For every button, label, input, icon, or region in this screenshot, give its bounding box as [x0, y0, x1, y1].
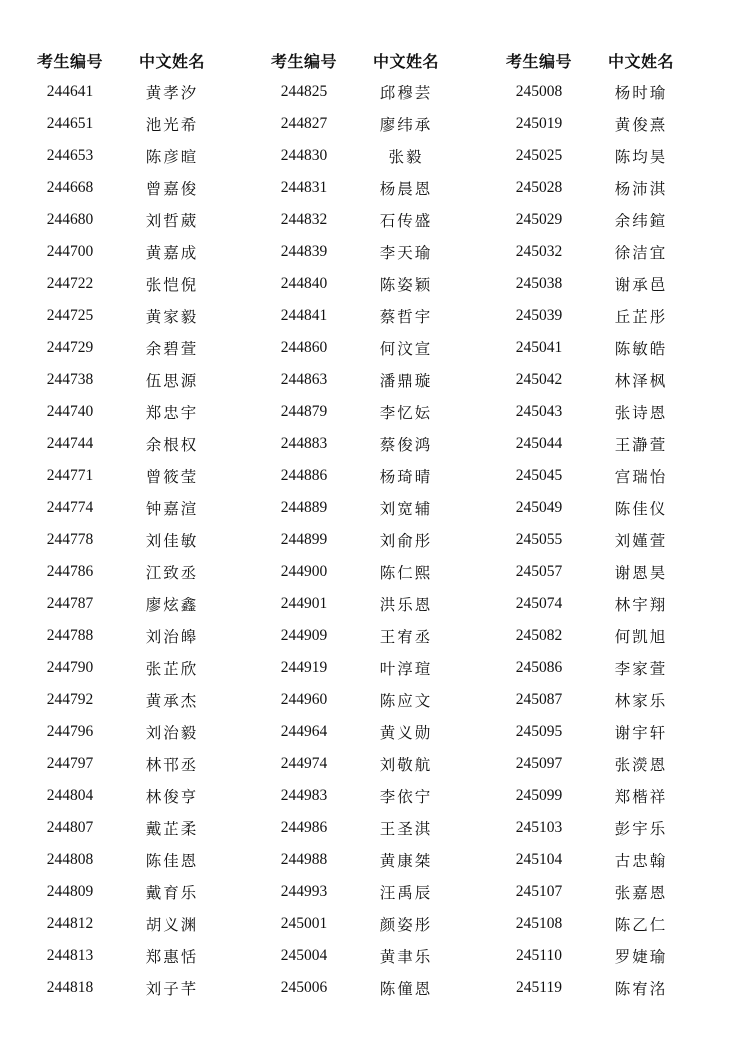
header-chinese-name: 中文姓名	[138, 53, 205, 71]
exam-number-cell: 245039	[515, 307, 563, 324]
table-row	[252, 428, 456, 460]
exam-number-cell: 244825	[280, 83, 328, 100]
chinese-name-cell: 林宇翔	[614, 597, 668, 614]
header-exam-number: 考生编号	[36, 53, 103, 71]
table-row	[18, 812, 222, 844]
chinese-name-cell: 谢承邑	[614, 277, 668, 294]
table-row	[487, 204, 691, 236]
chinese-name-cell: 汪禹辰	[379, 885, 433, 902]
table-row	[487, 908, 691, 940]
table-row	[487, 460, 691, 492]
exam-number-cell: 245028	[515, 179, 563, 196]
table-row	[252, 268, 456, 300]
exam-number-cell: 245097	[515, 755, 563, 772]
exam-number-cell: 244729	[46, 339, 94, 356]
chinese-name-cell: 林邗丞	[145, 757, 199, 774]
table-row	[252, 524, 456, 556]
exam-number-cell: 245049	[515, 499, 563, 516]
table-row	[18, 652, 222, 684]
chinese-name-cell: 杨沛淇	[614, 181, 668, 198]
chinese-name-cell: 宫瑞怡	[614, 469, 668, 486]
exam-number-cell: 244790	[46, 659, 94, 676]
chinese-name-cell: 李天瑜	[379, 245, 433, 262]
exam-number-cell: 245087	[515, 691, 563, 708]
table-row	[18, 108, 222, 140]
chinese-name-cell: 王圣淇	[379, 821, 433, 838]
chinese-name-cell: 丘芷彤	[614, 309, 668, 326]
exam-number-cell: 245108	[515, 915, 563, 932]
chinese-name-cell: 池光希	[145, 117, 199, 134]
table-row	[252, 620, 456, 652]
chinese-name-cell: 黄康桀	[379, 853, 433, 870]
exam-number-cell: 244786	[46, 563, 94, 580]
header-exam-number: 考生编号	[270, 53, 337, 71]
chinese-name-cell: 伍思源	[145, 373, 199, 390]
table-row	[18, 396, 222, 428]
chinese-name-cell: 郑楷祥	[614, 789, 668, 806]
table-row	[18, 716, 222, 748]
chinese-name-cell: 黄义勋	[379, 725, 433, 742]
chinese-name-cell: 黄俊熹	[614, 117, 668, 134]
exam-number-cell: 245107	[515, 883, 563, 900]
table-row	[487, 396, 691, 428]
chinese-name-cell: 黄聿乐	[379, 949, 433, 966]
exam-number-cell: 245008	[515, 83, 563, 100]
chinese-name-cell: 罗婕瑜	[614, 949, 668, 966]
exam-number-cell: 244641	[46, 83, 94, 100]
chinese-name-cell: 陈姿颖	[379, 277, 433, 294]
table-row	[18, 332, 222, 364]
exam-number-cell: 244788	[46, 627, 94, 644]
table-row	[252, 876, 456, 908]
table-row	[18, 588, 222, 620]
table-row	[252, 108, 456, 140]
chinese-name-cell: 何汶宣	[379, 341, 433, 358]
table-row	[487, 876, 691, 908]
table-row	[18, 268, 222, 300]
chinese-name-cell: 刘佳敏	[145, 533, 199, 550]
table-row	[252, 940, 456, 972]
table-row	[252, 364, 456, 396]
exam-number-cell: 245043	[515, 403, 563, 420]
exam-number-cell: 244797	[46, 755, 94, 772]
chinese-name-cell: 刘治皞	[145, 629, 199, 646]
table-row	[487, 428, 691, 460]
exam-number-cell: 244778	[46, 531, 94, 548]
exam-number-cell: 244886	[280, 467, 328, 484]
exam-number-cell: 244651	[46, 115, 94, 132]
table-row	[252, 172, 456, 204]
table-row	[252, 492, 456, 524]
table-row	[252, 204, 456, 236]
header-chinese-name: 中文姓名	[607, 53, 674, 71]
exam-number-cell: 244812	[46, 915, 94, 932]
column-block-1	[18, 44, 222, 1004]
chinese-name-cell: 陈均昊	[614, 149, 668, 166]
table-row	[252, 396, 456, 428]
chinese-name-cell: 刘嫤萱	[614, 533, 668, 550]
chinese-name-cell: 廖炫鑫	[145, 597, 199, 614]
chinese-name-cell: 陈敏皓	[614, 341, 668, 358]
exam-number-cell: 245006	[280, 979, 328, 996]
chinese-name-cell: 李家萱	[614, 661, 668, 678]
chinese-name-cell: 胡义渊	[145, 917, 199, 934]
exam-number-cell: 244988	[280, 851, 328, 868]
chinese-name-cell: 余纬鍹	[614, 213, 668, 230]
table-row	[252, 76, 456, 108]
chinese-name-cell: 刘治毅	[145, 725, 199, 742]
chinese-name-cell: 王瀞萱	[614, 437, 668, 454]
table-row	[18, 940, 222, 972]
table-row	[252, 332, 456, 364]
exam-number-cell: 244841	[280, 307, 328, 324]
table-row	[487, 620, 691, 652]
table-row	[18, 364, 222, 396]
exam-number-cell: 244804	[46, 787, 94, 804]
exam-number-cell: 245104	[515, 851, 563, 868]
table-row	[487, 364, 691, 396]
table-row	[252, 652, 456, 684]
header-row	[18, 44, 222, 76]
table-row	[487, 108, 691, 140]
table-row	[252, 908, 456, 940]
chinese-name-cell: 陈宥洺	[614, 981, 668, 998]
chinese-name-cell: 杨晨恩	[379, 181, 433, 198]
exam-number-cell: 244889	[280, 499, 328, 516]
table-row	[487, 332, 691, 364]
table-row	[18, 492, 222, 524]
exam-number-cell: 244960	[280, 691, 328, 708]
table-row	[252, 300, 456, 332]
exam-number-cell: 244974	[280, 755, 328, 772]
chinese-name-cell: 潘鼎璇	[379, 373, 433, 390]
exam-number-cell: 244807	[46, 819, 94, 836]
chinese-name-cell: 陈仁熙	[379, 565, 433, 582]
table-row	[18, 908, 222, 940]
chinese-name-cell: 刘俞彤	[379, 533, 433, 550]
table-row	[18, 620, 222, 652]
table-row	[252, 556, 456, 588]
table-row	[487, 76, 691, 108]
chinese-name-cell: 刘敬航	[379, 757, 433, 774]
table-row	[18, 428, 222, 460]
exam-number-cell: 244900	[280, 563, 328, 580]
exam-number-cell: 245025	[515, 147, 563, 164]
chinese-name-cell: 戴芷柔	[145, 821, 199, 838]
exam-number-cell: 244738	[46, 371, 94, 388]
chinese-name-cell: 邱穆芸	[379, 85, 433, 102]
table-row	[18, 236, 222, 268]
exam-number-cell: 244993	[280, 883, 328, 900]
exam-number-cell: 244809	[46, 883, 94, 900]
table-row	[487, 172, 691, 204]
exam-number-cell: 245001	[280, 915, 328, 932]
exam-number-cell: 244860	[280, 339, 328, 356]
table-row	[18, 76, 222, 108]
table-row	[252, 812, 456, 844]
exam-number-cell: 245029	[515, 211, 563, 228]
chinese-name-cell: 郑忠宇	[145, 405, 199, 422]
exam-number-cell: 244832	[280, 211, 328, 228]
exam-number-cell: 244668	[46, 179, 94, 196]
chinese-name-cell: 余碧萱	[145, 341, 199, 358]
exam-number-cell: 244830	[280, 147, 328, 164]
chinese-name-cell: 张嘉恩	[614, 885, 668, 902]
chinese-name-cell: 林俊亨	[145, 789, 199, 806]
exam-number-cell: 244901	[280, 595, 328, 612]
exam-number-cell: 244839	[280, 243, 328, 260]
chinese-name-cell: 蔡俊鸿	[379, 437, 433, 454]
table-row	[252, 972, 456, 1004]
table-row	[487, 716, 691, 748]
exam-number-cell: 244787	[46, 595, 94, 612]
chinese-name-cell: 廖纬承	[379, 117, 433, 134]
chinese-name-cell: 蔡哲宇	[379, 309, 433, 326]
table-row	[487, 652, 691, 684]
exam-number-cell: 244744	[46, 435, 94, 452]
exam-number-cell: 245057	[515, 563, 563, 580]
exam-number-cell: 245032	[515, 243, 563, 260]
table-row	[487, 748, 691, 780]
chinese-name-cell: 叶淳瑄	[379, 661, 433, 678]
chinese-name-cell: 陈佳仪	[614, 501, 668, 518]
chinese-name-cell: 林泽枫	[614, 373, 668, 390]
exam-number-cell: 245086	[515, 659, 563, 676]
chinese-name-cell: 张芷欣	[145, 661, 199, 678]
roster-table	[487, 44, 691, 1004]
chinese-name-cell: 刘宽辅	[379, 501, 433, 518]
chinese-name-cell: 杨时瑜	[614, 85, 668, 102]
exam-number-cell: 244840	[280, 275, 328, 292]
table-row	[18, 460, 222, 492]
chinese-name-cell: 刘子芊	[145, 981, 199, 998]
table-row	[487, 524, 691, 556]
table-row	[487, 940, 691, 972]
table-row	[487, 556, 691, 588]
table-row	[252, 140, 456, 172]
roster-table	[252, 44, 456, 1004]
table-row	[252, 748, 456, 780]
table-row	[18, 876, 222, 908]
exam-number-cell: 245119	[516, 979, 562, 996]
table-row	[487, 140, 691, 172]
exam-number-cell: 245045	[515, 467, 563, 484]
table-row	[18, 748, 222, 780]
chinese-name-cell: 黄承杰	[145, 693, 199, 710]
exam-number-cell: 244700	[46, 243, 94, 260]
chinese-name-cell: 曾筱莹	[145, 469, 199, 486]
exam-number-cell: 244813	[46, 947, 94, 964]
exam-number-cell: 244986	[280, 819, 328, 836]
exam-number-cell: 245103	[515, 819, 563, 836]
chinese-name-cell: 李忆妘	[379, 405, 433, 422]
chinese-name-cell: 陈佳恩	[145, 853, 199, 870]
exam-number-cell: 244771	[46, 467, 94, 484]
exam-number-cell: 244831	[280, 179, 328, 196]
table-row	[487, 972, 691, 1004]
table-row	[252, 716, 456, 748]
chinese-name-cell: 钟嘉渲	[145, 501, 199, 518]
table-row	[18, 140, 222, 172]
column-block-3	[487, 44, 691, 1004]
table-row	[18, 300, 222, 332]
exam-number-cell: 244919	[280, 659, 328, 676]
chinese-name-cell: 黄嘉成	[145, 245, 199, 262]
exam-number-cell: 244796	[46, 723, 94, 740]
exam-number-cell: 244774	[46, 499, 94, 516]
exam-number-cell: 245095	[515, 723, 563, 740]
exam-number-cell: 244827	[280, 115, 328, 132]
table-row	[252, 588, 456, 620]
chinese-name-cell: 黄家毅	[145, 309, 199, 326]
chinese-name-cell: 何凯旭	[614, 629, 668, 646]
table-row	[487, 588, 691, 620]
chinese-name-cell: 刘哲葳	[145, 213, 199, 230]
exam-number-cell: 245004	[280, 947, 328, 964]
table-row	[18, 556, 222, 588]
exam-number-cell: 244899	[280, 531, 328, 548]
exam-number-cell: 244725	[46, 307, 94, 324]
exam-number-cell: 244722	[46, 275, 94, 292]
exam-number-cell: 245099	[515, 787, 563, 804]
table-row	[487, 684, 691, 716]
exam-number-cell: 245082	[515, 627, 563, 644]
table-row	[487, 812, 691, 844]
table-row	[487, 844, 691, 876]
chinese-name-cell: 陈彦暄	[145, 149, 199, 166]
header-chinese-name: 中文姓名	[372, 53, 439, 71]
exam-number-cell: 245019	[515, 115, 563, 132]
table-row	[252, 460, 456, 492]
chinese-name-cell: 洪乐恩	[379, 597, 433, 614]
chinese-name-cell: 谢恩昊	[614, 565, 668, 582]
table-row	[18, 972, 222, 1004]
chinese-name-cell: 张毅	[388, 149, 424, 166]
table-row	[252, 684, 456, 716]
table-row	[18, 204, 222, 236]
roster-table	[18, 44, 222, 1004]
chinese-name-cell: 陈僮恩	[379, 981, 433, 998]
exam-number-cell: 244792	[46, 691, 94, 708]
column-block-2	[252, 44, 456, 1004]
chinese-name-cell: 石传盛	[379, 213, 433, 230]
table-row	[18, 172, 222, 204]
exam-number-cell: 245110	[516, 947, 562, 964]
chinese-name-cell: 王宥丞	[379, 629, 433, 646]
exam-number-cell: 244964	[280, 723, 328, 740]
chinese-name-cell: 曾嘉俊	[145, 181, 199, 198]
exam-number-cell: 245042	[515, 371, 563, 388]
chinese-name-cell: 余根权	[145, 437, 199, 454]
chinese-name-cell: 江致丞	[145, 565, 199, 582]
table-row	[252, 780, 456, 812]
table-row	[252, 236, 456, 268]
exam-number-cell: 245044	[515, 435, 563, 452]
header-exam-number: 考生编号	[505, 53, 572, 71]
chinese-name-cell: 陈应文	[379, 693, 433, 710]
chinese-name-cell: 李依宁	[379, 789, 433, 806]
chinese-name-cell: 古忠翰	[614, 853, 668, 870]
chinese-name-cell: 林家乐	[614, 693, 668, 710]
chinese-name-cell: 戴育乐	[145, 885, 199, 902]
chinese-name-cell: 黄孝汐	[145, 85, 199, 102]
table-row	[487, 236, 691, 268]
chinese-name-cell: 张恺倪	[145, 277, 199, 294]
chinese-name-cell: 张濙恩	[614, 757, 668, 774]
table-row	[487, 300, 691, 332]
table-row	[18, 844, 222, 876]
chinese-name-cell: 张诗恩	[614, 405, 668, 422]
chinese-name-cell: 郑惠恬	[145, 949, 199, 966]
exam-number-cell: 244653	[46, 147, 94, 164]
table-row	[18, 524, 222, 556]
exam-number-cell: 244863	[280, 371, 328, 388]
table-row	[18, 684, 222, 716]
exam-number-cell: 244680	[46, 211, 94, 228]
chinese-name-cell: 杨琦晴	[379, 469, 433, 486]
exam-number-cell: 244909	[280, 627, 328, 644]
table-row	[18, 780, 222, 812]
exam-number-cell: 245038	[515, 275, 563, 292]
exam-number-cell: 244879	[280, 403, 328, 420]
table-row	[487, 268, 691, 300]
exam-number-cell: 245074	[515, 595, 563, 612]
header-row	[487, 44, 691, 76]
chinese-name-cell: 彭宇乐	[614, 821, 668, 838]
exam-number-cell: 244983	[280, 787, 328, 804]
chinese-name-cell: 谢宇轩	[614, 725, 668, 742]
table-row	[487, 492, 691, 524]
exam-number-cell: 245055	[515, 531, 563, 548]
exam-number-cell: 244740	[46, 403, 94, 420]
chinese-name-cell: 颜姿彤	[379, 917, 433, 934]
exam-number-cell: 245041	[515, 339, 563, 356]
table-row	[487, 780, 691, 812]
exam-number-cell: 244883	[280, 435, 328, 452]
exam-number-cell: 244818	[46, 979, 94, 996]
table-row	[252, 844, 456, 876]
chinese-name-cell: 陈乙仁	[614, 917, 668, 934]
exam-number-cell: 244808	[46, 851, 94, 868]
chinese-name-cell: 徐洁宜	[614, 245, 668, 262]
header-row	[252, 44, 456, 76]
